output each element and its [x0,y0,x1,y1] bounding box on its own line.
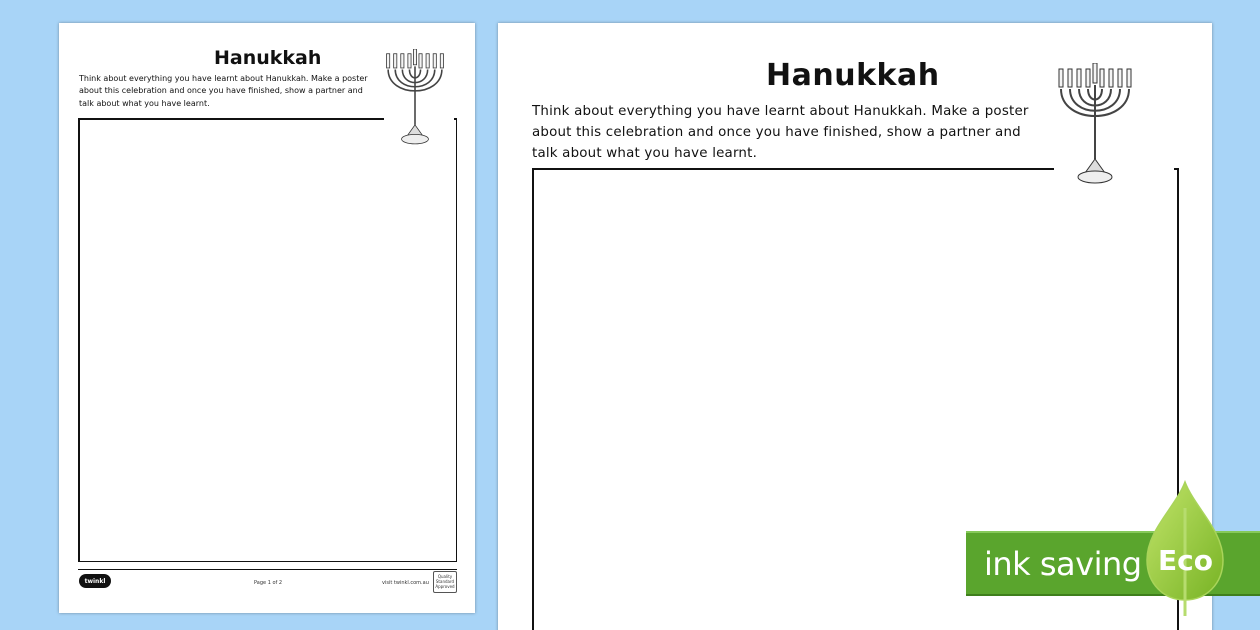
instructions-text: Think about everything you have learnt about Hanukkah. Make a poster about this celebration and once you have finished, show a partner and talk about what you have learnt. [532,104,1029,161]
eco-label: Eco [1158,544,1213,577]
quality-stamp: Quality Standard Approved [433,571,457,593]
worksheet-page-preview-small [59,23,475,613]
menorah-icon [381,49,449,147]
page-title: Hanukkah [214,47,322,69]
page-title: Hanukkah [766,58,940,93]
footer-url: visit twinkl.com.au [382,580,429,586]
badge-text: ink saving [984,545,1142,583]
poster-frame [78,118,457,562]
menorah-icon [1052,63,1138,187]
instructions-text: Think about everything you have learnt about Hanukkah. Make a poster about this celebration and once you have finished, show a partner and talk about what you have learnt. [79,74,368,108]
page-number: Page 1 of 2 [254,580,283,586]
footer-line [78,569,457,570]
twinkl-logo: twinkl [79,574,111,588]
